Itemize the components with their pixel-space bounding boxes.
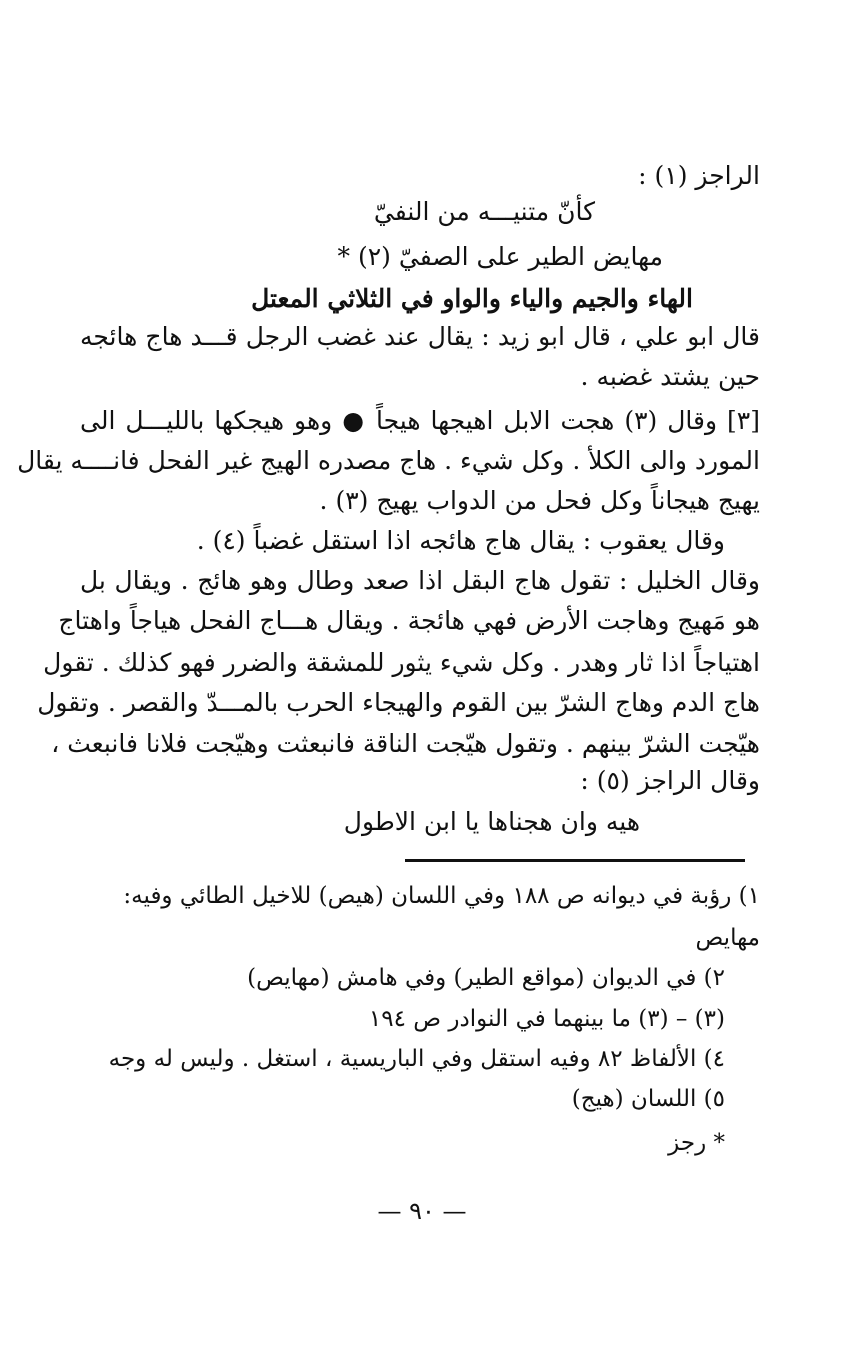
body-line-9: اهتياجاً اذا ثار وهدر . وكل شيء يثور للمشقة والضرر فهو كذلك . تقول: [43, 648, 760, 677]
footnote-3: (٣) – (٣) ما بينهما في النوادر ص ١٩٤: [368, 1006, 725, 1032]
body-line-8: هو مَهيج وهاجت الأرض فهي هائجة . ويقال هـــاج الفحل هياجاً واهتاج: [58, 606, 760, 635]
footnote-1-continuation: مهايص: [695, 925, 760, 951]
footnote-5: ٥) اللسان (هيج): [571, 1086, 725, 1112]
page-number: — ٩٠ —: [377, 1197, 467, 1225]
verse-line-2: مهايض الطير على الصفيّ (٢) *: [337, 242, 663, 271]
section-heading: الهاء والجيم والياء والواو في الثلاثي المعتل: [251, 284, 693, 313]
body-line-5: يهيج هيجاناً وكل فحل من الدواب يهيج (٣) .: [319, 486, 760, 515]
intro-line: الراجز (١) :: [638, 161, 760, 190]
body-line-10: هاج الدم وهاج الشرّ بين القوم والهيجاء الحرب بالمـــدّ والقصر . وتقول: [37, 688, 760, 717]
footnote-2: ٢) في الديوان (مواقع الطير) وفي هامش (مهايص): [247, 965, 725, 991]
verse-line-3: هيه وان هجناها يا ابن الاطول: [343, 807, 640, 836]
body-line-11: هيّجت الشرّ بينهم . وتقول هيّجت الناقة فانبعثت وهيّجت فلانا فانبعث ،: [51, 729, 760, 758]
footnote-4: ٤) الألفاظ ٨٢ وفيه استقل وفي الباريسية ، استغل . وليس له وجه: [108, 1046, 725, 1072]
body-line-2: حين يشتد غضبه .: [580, 362, 760, 391]
body-line-7: وقال الخليل : تقول هاج البقل اذا صعد وطال وهو هائج . ويقال بل: [80, 566, 760, 595]
body-line-6: وقال يعقوب : يقال هاج هائجه اذا استقل غضباً (٤) .: [196, 526, 725, 555]
footnote-marker-rajaz: * رجز: [668, 1130, 725, 1156]
verse-line-1: كأنّ متنيـــه من النفيّ: [373, 197, 595, 226]
body-line-12: وقال الراجز (٥) :: [580, 766, 760, 795]
footnote-1: ١) رؤبة في ديوانه ص ١٨٨ وفي اللسان (هيص) للاخيل الطائي وفيه:: [123, 883, 760, 909]
body-line-3: [٣] وقال (٣) هجت الابل اهيجها هيجاً ● وهو هيجكها بالليـــل الى: [80, 406, 760, 435]
body-line-4: المورد والى الكلأ . وكل شيء . هاج مصدره الهيج غير الفحل فانــــه يقال: [17, 446, 760, 475]
footnote-divider: [405, 859, 745, 862]
body-line-1: قال ابو علي ، قال ابو زيد : يقال عند غضب الرجل قـــد هاج هائجه: [80, 322, 760, 351]
